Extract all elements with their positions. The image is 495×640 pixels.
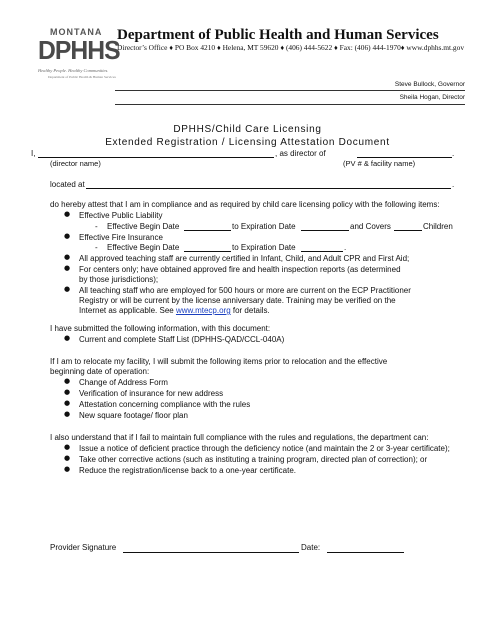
- bullet-icon: ●: [64, 399, 71, 407]
- liability-exp-field[interactable]: [301, 230, 349, 231]
- staff-list-item: Current and complete Staff List (DPHHS-QAD/CCL-040A): [79, 335, 285, 344]
- department-title: Department of Public Health and Human Services: [117, 27, 439, 43]
- logo-main-text: DPHHS: [38, 35, 120, 65]
- dash: -: [95, 222, 98, 231]
- fire-begin-label: Effective Begin Date: [107, 243, 180, 252]
- bullet-icon: ●: [64, 285, 71, 293]
- liability-covers-label: and Covers: [350, 222, 391, 231]
- bullet-icon: ●: [64, 210, 71, 218]
- ecp-item-line3: [79, 306, 270, 315]
- submitted-intro: I have submitted the following information, with this document:: [50, 324, 271, 333]
- liability-begin-label: Effective Begin Date: [107, 222, 180, 231]
- bullet-icon: ●: [64, 253, 71, 261]
- bullet-icon: ●: [64, 410, 71, 418]
- doc-title-line1: DPHHS/Child Care Licensing: [173, 124, 322, 135]
- signature-label: Provider Signature: [50, 543, 117, 552]
- as-director-label: , as director of: [275, 149, 326, 158]
- header-divider: [115, 90, 465, 91]
- bullet-icon: ●: [64, 334, 71, 342]
- relocate-item: Change of Address Form: [79, 378, 168, 387]
- period: .: [452, 180, 455, 189]
- relocate-intro-line2: beginning date of operation:: [50, 367, 150, 376]
- liability-begin-field[interactable]: [184, 230, 231, 231]
- cpr-item: All approved teaching staff are currently certified in Infant, Child, and Adult CPR and First Aid;: [79, 254, 410, 263]
- fire-begin-field[interactable]: [184, 251, 231, 252]
- liability-children-label: Children: [423, 222, 453, 231]
- ecp-item-line2: Registry or will be current by the license anniversary date. Training may be verified on the: [79, 296, 396, 305]
- bullet-icon: ●: [64, 443, 71, 451]
- director-name: Sheila Hogan, Director: [399, 94, 465, 101]
- department-address: Director’s Office ♦ PO Box 4210 ♦ Helena, MT 59620 ♦ (406) 444-5622 ♦ Fax: (406) 444-1970♦ www.dphhs.mt.gov: [117, 43, 465, 52]
- governor-name: Steve Bullock, Governor: [394, 81, 465, 88]
- date-label: Date:: [301, 543, 321, 552]
- liability-exp-label: to Expiration Date: [232, 222, 296, 231]
- header-divider-2: [115, 104, 465, 105]
- dash: -: [95, 243, 98, 252]
- relocate-item: New square footage/ floor plan: [79, 411, 188, 420]
- logo-state-text: MONTANA: [50, 27, 103, 37]
- relocate-item: Verification of insurance for new address: [79, 389, 224, 398]
- fail-intro: I also understand that if I fail to maintain full compliance with the rules and regulations, the department can:: [50, 433, 429, 442]
- ecp-text-end: for details.: [230, 306, 270, 315]
- attest-intro: do hereby attest that I am in compliance and as required by child care licensing policy with the following items:: [50, 200, 440, 209]
- relocate-intro-line1: If I am to relocate my facility, I will submit the following items prior to relocation and the effective: [50, 357, 388, 366]
- centers-item-line2: by those jurisdictions);: [79, 275, 159, 284]
- period: .: [344, 243, 347, 252]
- fail-item: Take other corrective actions (such as instituting a training program, directed plan of correction); or: [79, 455, 428, 464]
- relocate-item: Attestation concerning compliance with the rules: [79, 400, 251, 409]
- bullet-icon: ●: [64, 264, 71, 272]
- ecp-item-line1: All teaching staff who are employed for 500 hours or more are current on the ECP Practitioner: [79, 286, 411, 295]
- location-field[interactable]: [86, 188, 451, 189]
- located-at-label: located at: [50, 180, 85, 189]
- signature-field[interactable]: [123, 552, 299, 553]
- period: .: [452, 149, 455, 158]
- ecp-text: Internet as applicable. See: [79, 306, 176, 315]
- director-name-caption: (director name): [50, 159, 101, 168]
- fire-exp-field[interactable]: [301, 251, 343, 252]
- bullet-icon: ●: [64, 388, 71, 396]
- date-field[interactable]: [327, 552, 404, 553]
- centers-item-line1: For centers only; have obtained approved fire and health inspection reports (as determined: [79, 265, 401, 274]
- liability-label: Effective Public Liability: [79, 211, 163, 220]
- logo-tagline: Healthy People. Healthy Communities.: [38, 68, 109, 73]
- i-label: I,: [31, 149, 36, 158]
- director-name-field[interactable]: [38, 157, 274, 158]
- doc-title-line2: Extended Registration / Licensing Attestation Document: [105, 137, 390, 148]
- facility-caption: (PV # & facility name): [343, 159, 416, 168]
- liability-children-field[interactable]: [394, 230, 422, 231]
- fire-label: Effective Fire Insurance: [79, 233, 163, 242]
- fire-exp-label: to Expiration Date: [232, 243, 296, 252]
- fail-item: Reduce the registration/license back to a one-year certificate.: [79, 466, 297, 475]
- logo-subtag: Department of Public Health & Human Services: [48, 75, 116, 79]
- fail-item: Issue a notice of deficient practice through the deficiency notice (and maintain the 2 or 3-year certificate);: [79, 444, 450, 453]
- bullet-icon: ●: [64, 377, 71, 385]
- bullet-icon: ●: [64, 232, 71, 240]
- bullet-icon: ●: [64, 465, 71, 473]
- dphhs-logo: [36, 27, 120, 82]
- bullet-icon: ●: [64, 454, 71, 462]
- facility-name-field[interactable]: [357, 157, 452, 158]
- mtecp-link[interactable]: www.mtecp.org: [175, 306, 231, 315]
